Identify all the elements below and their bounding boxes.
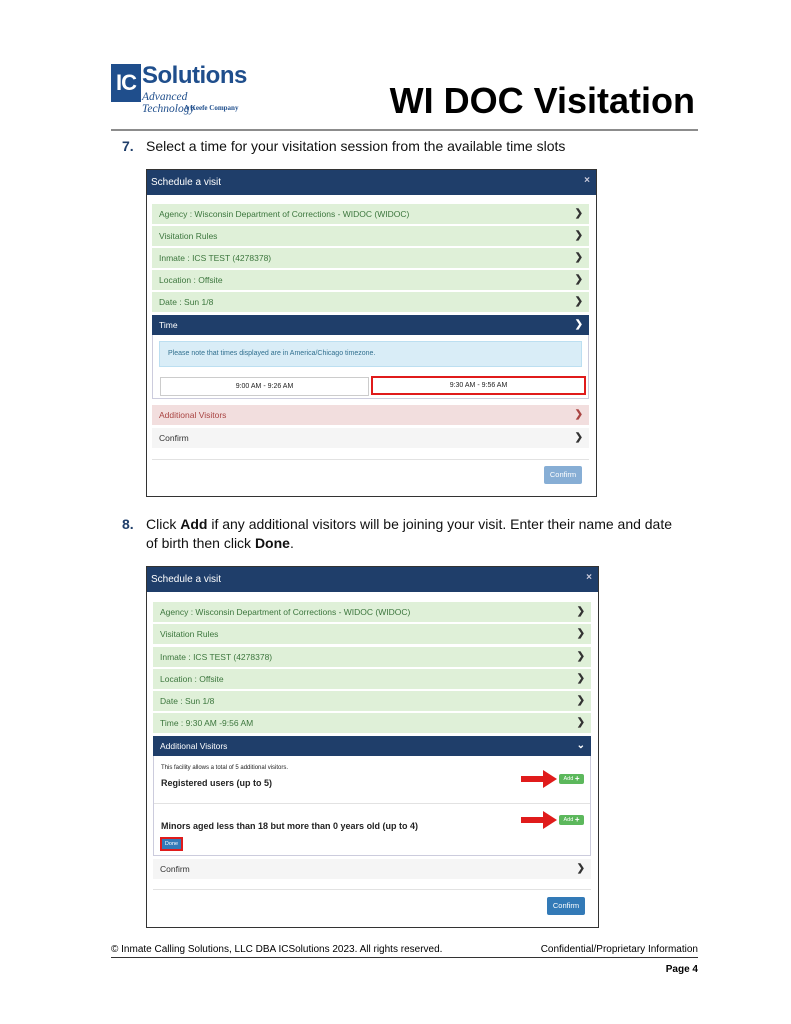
row-label: Inmate : ICS TEST (4278378) (160, 652, 273, 662)
accordion-time[interactable] (152, 315, 589, 335)
row-label: Location : Offsite (160, 674, 224, 684)
row-label: Location : Offsite (159, 275, 223, 285)
page-title: WI DOC Visitation (389, 80, 695, 121)
minors-label: Minors aged less than 18 but more than 0 years old (up to 4) (161, 821, 419, 831)
accordion-location[interactable] (152, 270, 589, 290)
timezone-note (159, 341, 582, 367)
confirm-button[interactable]: Confirm (544, 466, 582, 484)
row-label: Time (159, 320, 178, 330)
close-icon[interactable]: × (586, 572, 592, 583)
row-label: Date : Sun 1/8 (160, 696, 215, 706)
header-divider (111, 129, 698, 131)
schedule-visit-modal-visitors (146, 566, 599, 928)
time-slot-0900[interactable]: 9:00 AM - 9:26 AM (160, 377, 369, 396)
chevron-right-icon: ❯ (576, 606, 585, 617)
modal-title: Schedule a visit (151, 574, 222, 585)
accordion-agency[interactable] (152, 204, 589, 224)
step-7 (122, 137, 702, 157)
chevron-right-icon: ❯ (576, 628, 585, 639)
red-arrow-icon (521, 770, 557, 788)
row-label: Date : Sun 1/8 (159, 297, 214, 307)
logo-company: A Keefe Company (184, 104, 239, 112)
row-label: Inmate : ICS TEST (4278378) (159, 253, 272, 263)
row-label: Additional Visitors (159, 410, 227, 420)
chevron-down-icon: ⌄ (576, 740, 585, 751)
logo-wordmark: Solutions (142, 62, 247, 89)
copyright-text: © Inmate Calling Solutions, LLC DBA ICSolutions 2023. All rights reserved. (111, 944, 443, 955)
step-8 (122, 515, 702, 555)
row-label: Additional Visitors (160, 741, 228, 751)
row-label: Confirm (159, 433, 189, 443)
modal-header (147, 567, 598, 592)
accordion-inmate[interactable] (153, 647, 591, 667)
chevron-right-icon: ❯ (576, 673, 585, 684)
step-number: 7. (122, 138, 134, 154)
accordion-location[interactable] (153, 669, 591, 689)
row-label: Agency : Wisconsin Department of Corrections - WIDOC (WIDOC) (160, 607, 411, 617)
chevron-right-icon: ❯ (576, 863, 585, 874)
footer-divider-line (111, 957, 698, 958)
row-label: Confirm (160, 864, 190, 874)
timezone-note-text: Please note that times displayed are in America/Chicago timezone. (168, 350, 376, 357)
accordion-date[interactable] (152, 292, 589, 312)
accordion-agency[interactable] (153, 602, 591, 622)
accordion-confirm[interactable] (153, 859, 591, 879)
row-label: Visitation Rules (159, 231, 218, 241)
accordion-confirm[interactable] (152, 428, 589, 448)
registered-users-label: Registered users (up to 5) (161, 778, 273, 788)
logo-tagline: Advanced Technology (142, 91, 195, 115)
step-number: 8. (122, 516, 134, 532)
row-label: Visitation Rules (160, 629, 219, 639)
chevron-right-icon: ❯ (574, 319, 583, 330)
accordion-visitation-rules[interactable] (153, 624, 591, 644)
chevron-right-icon: ❯ (574, 230, 583, 241)
close-icon[interactable]: × (584, 175, 590, 186)
icsolutions-logo (111, 62, 247, 118)
chevron-right-icon: ❯ (576, 695, 585, 706)
accordion-additional-visitors[interactable] (152, 405, 589, 425)
accordion-time[interactable] (153, 713, 591, 733)
chevron-right-icon: ❯ (574, 432, 583, 443)
chevron-right-icon: ❯ (574, 208, 583, 219)
accordion-inmate[interactable] (152, 248, 589, 268)
time-panel (152, 335, 589, 399)
red-arrow-icon (521, 811, 557, 829)
accordion-additional-visitors[interactable] (153, 736, 591, 756)
step-text: Select a time for your visitation session from the available time slots (146, 138, 566, 154)
schedule-visit-modal (146, 169, 597, 497)
done-button[interactable]: Done (160, 837, 183, 851)
step-text: Click Add if any additional visitors will be joining your visit. Enter their name and date of birth then click Done. (146, 516, 673, 551)
chevron-right-icon: ❯ (574, 409, 583, 420)
page-number: Page 4 (665, 964, 698, 975)
section-divider (154, 803, 590, 804)
time-slot-0930-selected[interactable]: 9:30 AM - 9:56 AM (371, 376, 586, 395)
row-label: Agency : Wisconsin Department of Corrections - WIDOC (WIDOC) (159, 209, 410, 219)
add-minor-button[interactable]: Add + (559, 815, 584, 825)
add-registered-button[interactable]: Add + (559, 774, 584, 784)
accordion-date[interactable] (153, 691, 591, 711)
footer-divider (152, 459, 589, 460)
confirm-button[interactable]: Confirm (547, 897, 585, 915)
chevron-right-icon: ❯ (574, 274, 583, 285)
additional-visitors-panel (153, 756, 591, 856)
logo-ic-mark: IC (111, 64, 141, 102)
chevron-right-icon: ❯ (576, 717, 585, 728)
chevron-right-icon: ❯ (576, 651, 585, 662)
chevron-right-icon: ❯ (574, 296, 583, 307)
modal-header (147, 170, 596, 195)
accordion-visitation-rules[interactable] (152, 226, 589, 246)
facility-note: This facility allows a total of 5 additional visitors. (161, 765, 289, 771)
confidential-text: Confidential/Proprietary Information (540, 944, 698, 955)
modal-title: Schedule a visit (151, 177, 222, 188)
row-label: Time : 9:30 AM -9:56 AM (160, 718, 254, 728)
footer-divider (153, 889, 591, 890)
chevron-right-icon: ❯ (574, 252, 583, 263)
